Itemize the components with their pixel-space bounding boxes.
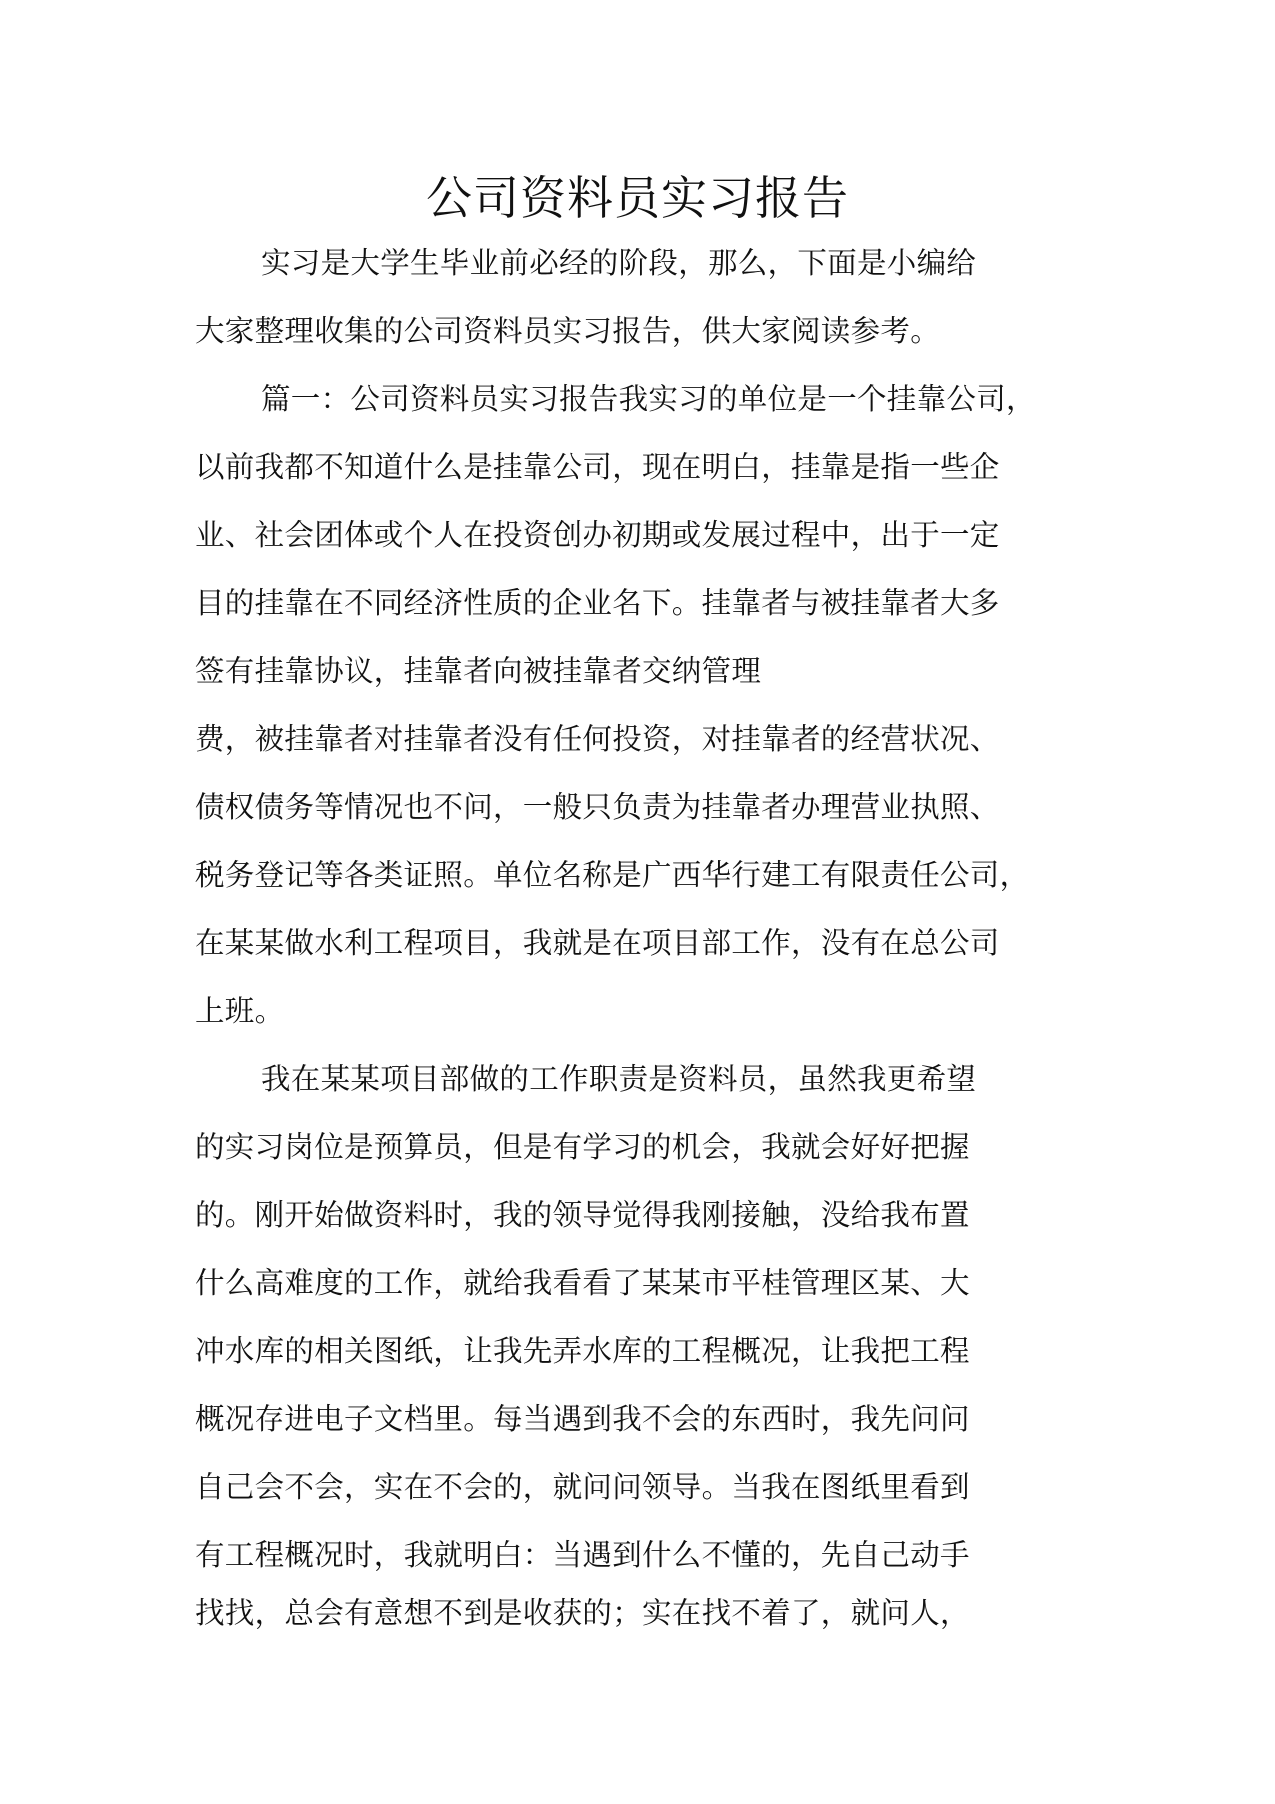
text-line: 的。刚开始做资料时，我的领导觉得我刚接触，没给我布置: [195, 1198, 970, 1232]
text-line: 的实习岗位是预算员，但是有学习的机会，我就会好好把握: [195, 1130, 970, 1164]
text-line: 实习是大学生毕业前必经的阶段，那么，下面是小编给: [261, 246, 977, 280]
text-line: 上班。: [195, 994, 285, 1028]
text-line: 什么高难度的工作，就给我看看了某某市平桂管理区某、大: [195, 1266, 970, 1300]
text-line: 目的挂靠在不同经济性质的企业名下。挂靠者与被挂靠者大多: [195, 586, 1000, 620]
text-line: 在某某做水利工程项目，我就是在项目部工作，没有在总公司: [195, 926, 1000, 960]
text-line: 有工程概况时，我就明白：当遇到什么不懂的，先自己动手: [195, 1538, 970, 1572]
text-line: 以前我都不知道什么是挂靠公司，现在明白，挂靠是指一些企: [195, 450, 1000, 484]
text-line: 概况存进电子文档里。每当遇到我不会的东西时，我先问问: [195, 1402, 970, 1436]
text-line: 业、社会团体或个人在投资创办初期或发展过程中，出于一定: [195, 518, 1000, 552]
text-line: 大家整理收集的公司资料员实习报告，供大家阅读参考。: [195, 314, 941, 348]
text-line: 篇一：公司资料员实习报告我实习的单位是一个挂靠公司，: [261, 382, 1036, 416]
text-line: 债权债务等情况也不问，一般只负责为挂靠者办理营业执照、: [195, 790, 1000, 824]
text-line: 冲水库的相关图纸，让我先弄水库的工程概况，让我把工程: [195, 1334, 970, 1368]
document-body: [195, 229, 1045, 1647]
text-line: 税务登记等各类证照。单位名称是广西华行建工有限责任公司，: [195, 858, 1030, 892]
text-line: 自己会不会，实在不会的，就问问领导。当我在图纸里看到: [195, 1470, 970, 1504]
document-title: 公司资料员实习报告: [426, 171, 849, 225]
text-line: 我在某某项目部做的工作职责是资料员，虽然我更希望: [261, 1062, 977, 1096]
text-line: 找找，总会有意想不到是收获的；实在找不着了，就问人，: [195, 1596, 970, 1630]
text-line: 费，被挂靠者对挂靠者没有任何投资，对挂靠者的经营状况、: [195, 722, 1000, 756]
text-line: 签有挂靠协议，挂靠者向被挂靠者交纳管理: [195, 654, 762, 688]
